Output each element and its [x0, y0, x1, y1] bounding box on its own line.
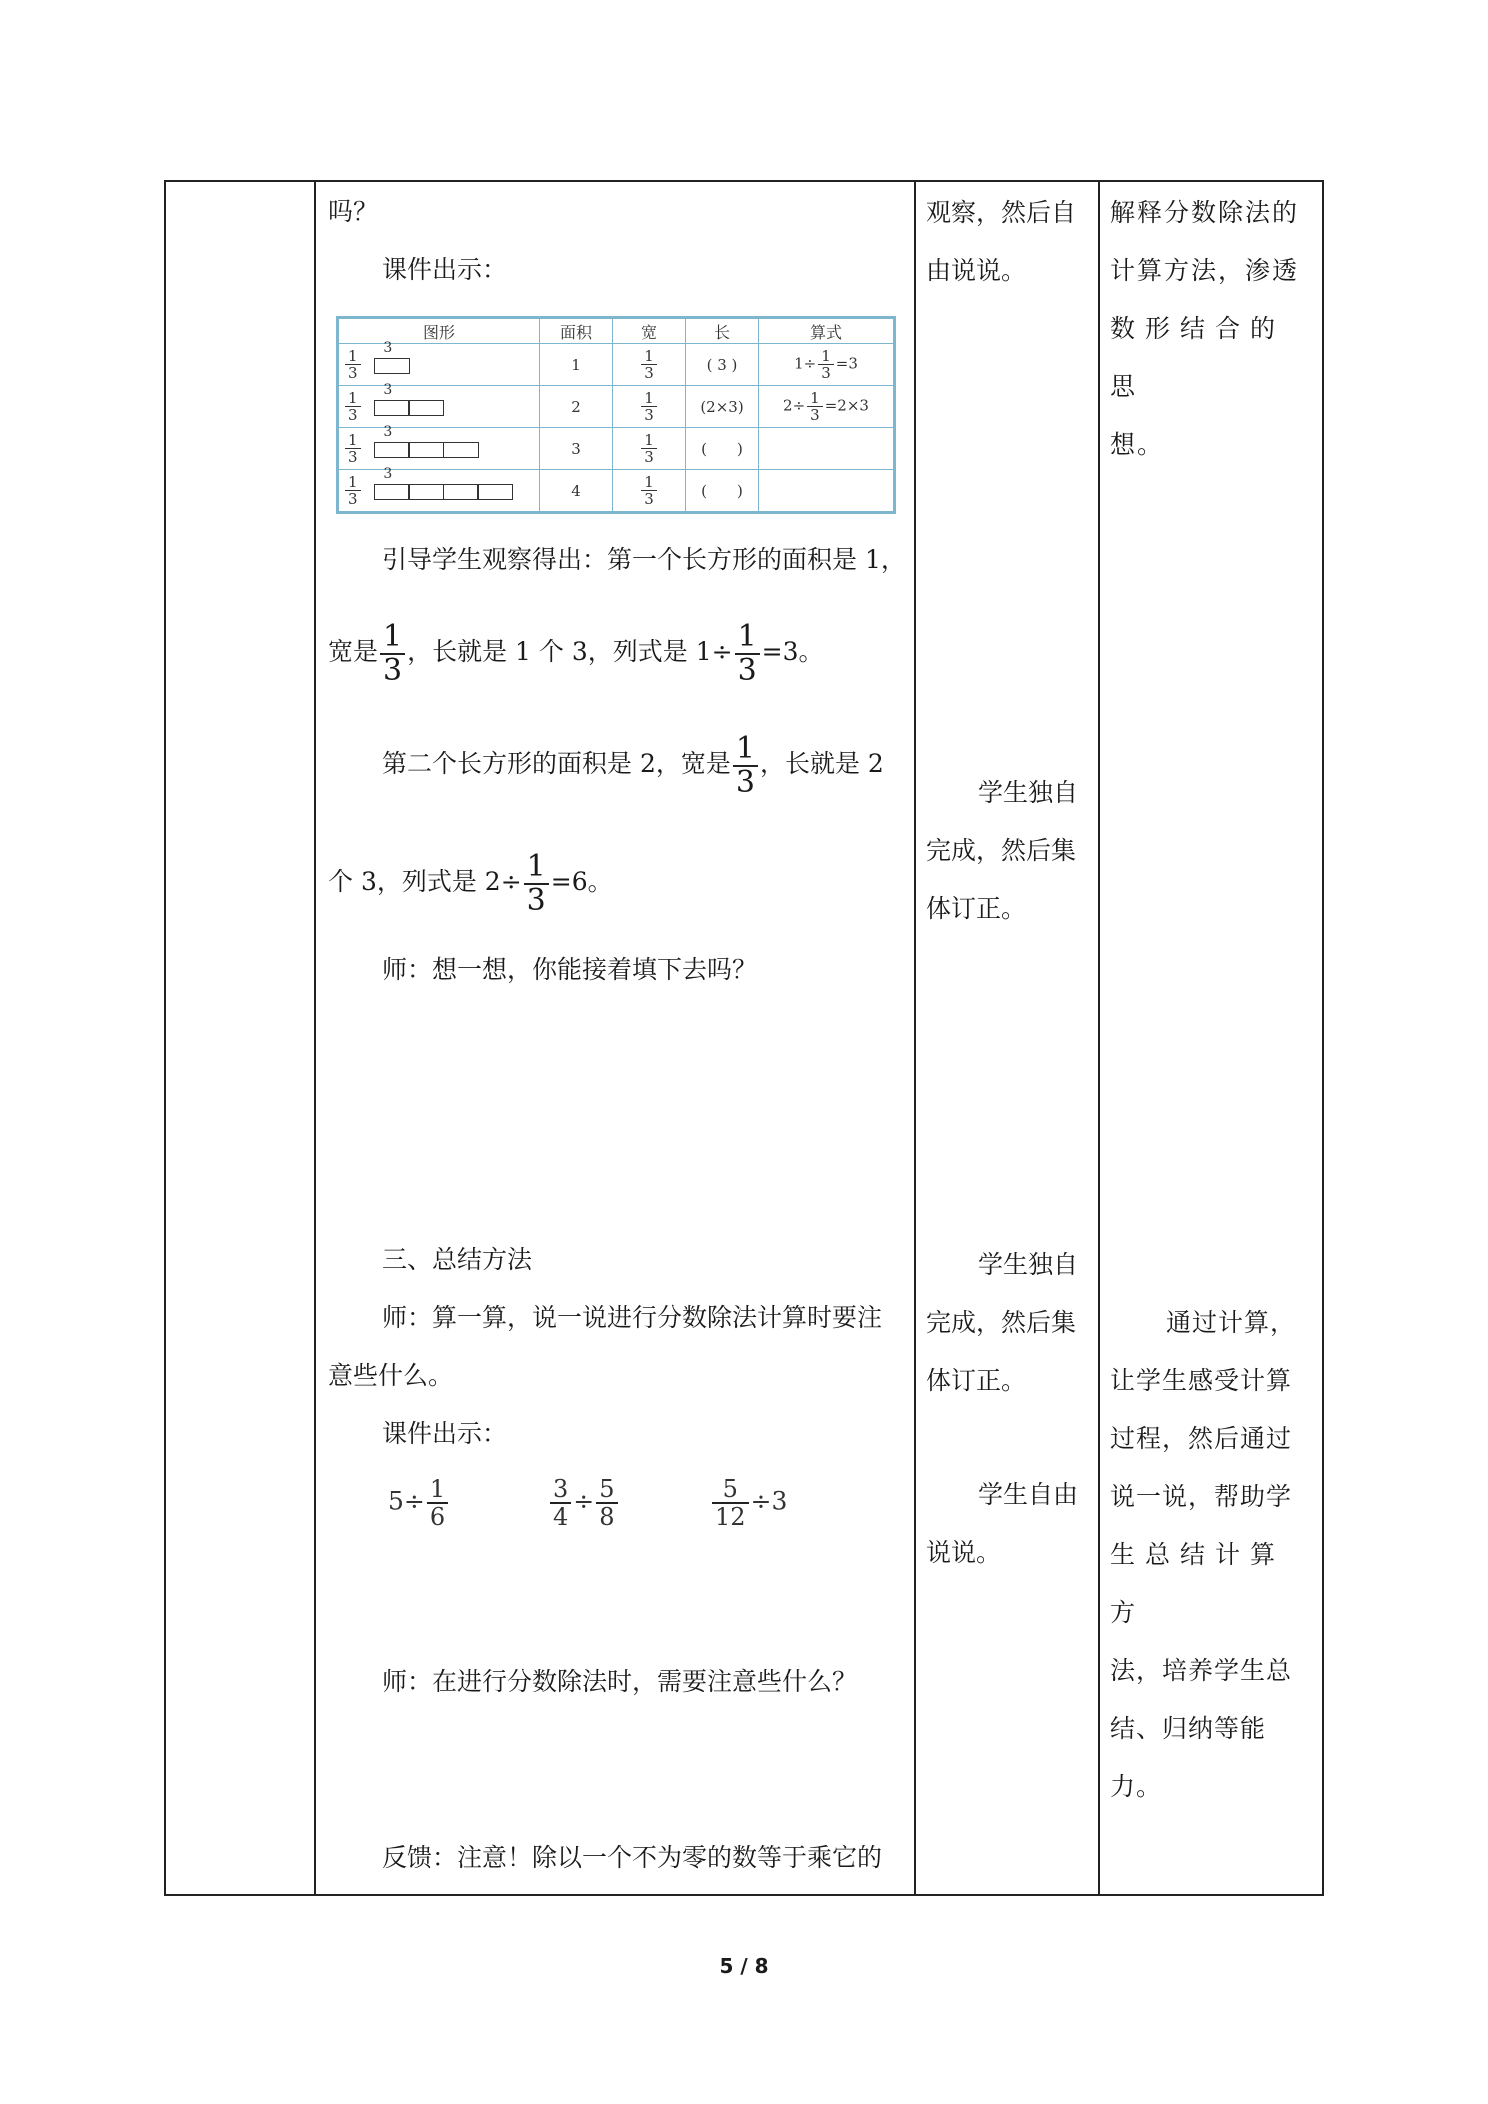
text-line: 宽是 $\frac{1}{3}$ ，长就是 1 个 3，列式是 1÷ $\frac{1}{3}$ =3。	[328, 618, 824, 688]
header-cell: 长	[686, 319, 759, 344]
figure-cell: $\frac{1}{3}$ 3	[339, 470, 540, 512]
header-cell: 宽	[613, 319, 686, 344]
text-line: 课件出示：	[382, 1419, 508, 1448]
text-line: 师：想一想，你能接着填下去吗？	[382, 955, 758, 984]
text-line: 课件出示：	[382, 255, 508, 284]
courseware-table	[336, 316, 896, 514]
rectangle-figure: 3	[375, 440, 479, 458]
section-heading: 三、总结方法	[382, 1245, 533, 1274]
text-line: 反馈：注意！除以一个不为零的数等于乘它的	[382, 1843, 883, 1872]
column-divider	[1098, 182, 1100, 1894]
text-line: 引导学生观察得出：第一个长方形的面积是 1，	[382, 545, 906, 574]
student-activity: 观察，然后自 由说说。	[926, 198, 1077, 285]
header-cell: 算式	[759, 319, 894, 344]
formula-cell	[759, 428, 894, 470]
table-row	[339, 386, 894, 428]
area-cell: 1	[540, 344, 613, 386]
text-line: 个 3，列式是 2÷ $\frac{1}{3}$ =6。	[328, 848, 613, 918]
rectangle-figure: 3	[375, 398, 444, 416]
rectangle-figure: 3	[375, 482, 513, 500]
length-cell: ( )	[686, 428, 759, 470]
area-cell: 2	[540, 386, 613, 428]
fraction: $\frac{1}{3}$	[524, 851, 549, 917]
text-line: 意些什么。	[328, 1361, 454, 1390]
rectangle-figure: 3	[375, 356, 410, 374]
header-cell: 图形	[339, 319, 540, 344]
area-cell: 3	[540, 428, 613, 470]
formula-cell: 1÷ $\frac{1}{3}$ =3	[759, 344, 894, 386]
fraction: $\frac{1}{3}$	[345, 348, 361, 381]
text-line: 吗？	[328, 197, 379, 226]
fraction: $\frac{1}{3}$	[733, 733, 758, 799]
figure-cell: $\frac{1}{3}$ 3	[339, 386, 540, 428]
width-cell: $\frac{1}{3}$	[613, 428, 686, 470]
column-divider	[314, 182, 316, 1894]
fraction: $\frac{1}{3}$	[380, 621, 405, 687]
formula-cell	[759, 470, 894, 512]
column-divider	[914, 182, 916, 1894]
table-row	[339, 344, 894, 386]
design-intent: 通过计算， 让学生感受计算 过程，然后通过 说一说，帮助学 生总结计算方 法，培养学生总 结、归纳等能力。	[1110, 1308, 1297, 1801]
area-cell: 4	[540, 470, 613, 512]
text-line: 师：在进行分数除法时，需要注意些什么？	[382, 1667, 858, 1696]
page-number: 5 / 8	[719, 1954, 769, 1978]
width-cell: $\frac{1}{3}$	[613, 470, 686, 512]
length-cell: ( )	[686, 470, 759, 512]
width-cell: $\frac{1}{3}$	[613, 386, 686, 428]
length-cell: ( 3 )	[686, 344, 759, 386]
student-activity: 学生独自 完成，然后集 体订正。	[926, 1250, 1079, 1395]
figure-cell	[339, 339, 540, 386]
student-activity: 学生自由 说说。	[926, 1480, 1079, 1567]
fraction: $\frac{1}{3}$	[735, 621, 760, 687]
header-cell: 面积	[540, 319, 613, 344]
table-row	[339, 428, 894, 470]
text-line: 师：算一算，说一说进行分数除法计算时要注	[382, 1303, 883, 1332]
formula: $\frac{5}{12}$ ÷3	[710, 1476, 787, 1530]
figure-cell: $\frac{1}{3}$ 3	[339, 428, 540, 470]
text-line: 第二个长方形的面积是 2，宽是 $\frac{1}{3}$ ，长就是 2	[382, 730, 884, 800]
table-row	[339, 470, 894, 512]
length-cell: (2×3)	[686, 386, 759, 428]
formula-cell: 2÷ $\frac{1}{3}$ =2×3	[759, 386, 894, 428]
formula: $\frac{3}{4}$ ÷ $\frac{5}{8}$	[548, 1476, 620, 1530]
student-activity: 学生独自 完成，然后集 体订正。	[926, 778, 1079, 923]
width-cell: $\frac{1}{3}$	[613, 344, 686, 386]
design-intent: 解释分数除法的 计算方法，渗透 数形结合的思 想。	[1110, 198, 1300, 459]
formula: 5÷ $\frac{1}{6}$	[388, 1476, 450, 1530]
